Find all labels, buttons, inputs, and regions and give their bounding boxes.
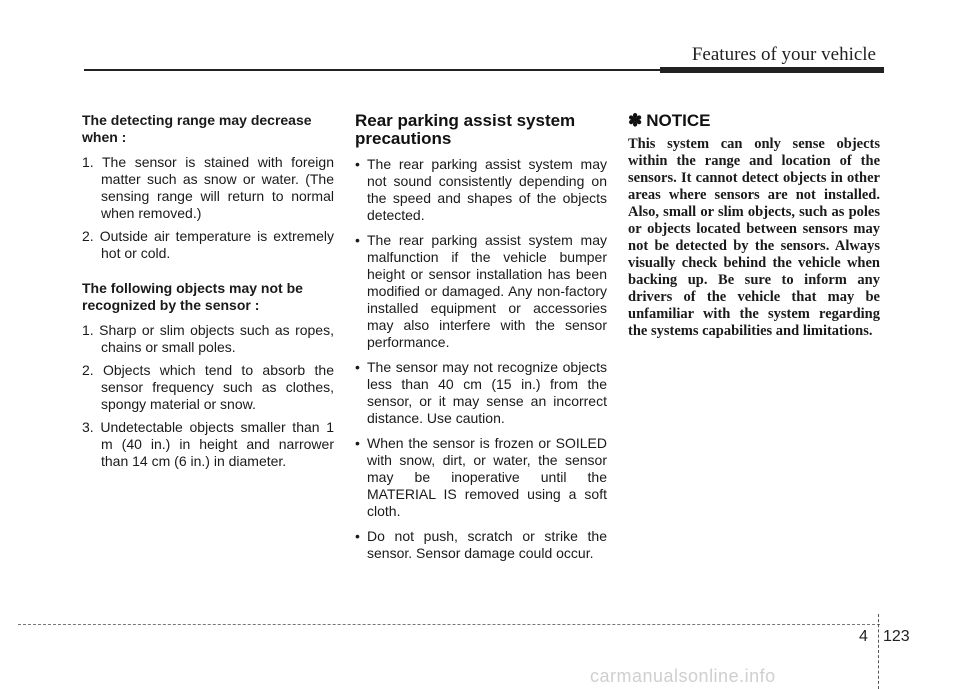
unrecognized-objects-item-3: 3. Undetectable objects smaller than 1 m (40 in.) in height and narrower than 14 cm (6 in.) in diameter. <box>82 419 334 469</box>
precaution-text: The sensor may not recognize objects less than 40 cm (15 in.) from the sensor, or it may sense an incorrect distance. Use caution. <box>367 359 607 426</box>
precaution-bullet-1 <box>355 156 607 224</box>
header-rule-accent <box>660 67 884 73</box>
precaution-text: The rear parking assist system may malfunction if the vehicle bumper height or sensor installation has been modified or damaged. Any non-factory installed equipment or accessories may also interfere with the sensor performance. <box>367 232 607 350</box>
precaution-bullet-5 <box>355 528 607 562</box>
unrecognized-objects-item-1: 1. Sharp or slim objects such as ropes, chains or small poles. <box>82 322 334 355</box>
detecting-range-item-2: 2. Outside air temperature is extremely hot or cold. <box>82 228 334 261</box>
chapter-number: 4 <box>859 628 868 645</box>
column-notice <box>628 112 880 340</box>
precaution-bullet-3 <box>355 359 607 427</box>
notice-star-icon: ✽ <box>628 111 643 130</box>
precaution-bullet-4 <box>355 435 607 520</box>
precautions-title: Rear parking assist system precautions <box>355 111 576 148</box>
bullet-icon: • <box>355 232 360 248</box>
detecting-range-heading: The detecting range may decrease when : <box>82 112 312 145</box>
precaution-text: The rear parking assist system may not sound consistently depending on the speed and shapes of the objects detected. <box>367 156 607 223</box>
bullet-icon: • <box>355 359 360 375</box>
watermark: carmanualsonline.info <box>590 666 776 686</box>
column-detecting-range <box>82 112 334 476</box>
bullet-icon: • <box>355 528 360 544</box>
precaution-text: Do not push, scratch or strike the sensor. Sensor damage could occur. <box>367 528 607 561</box>
unrecognized-objects-item-2: 2. Objects which tend to absorb the sensor frequency such as clothes, spongy material or snow. <box>82 362 334 412</box>
footer-rule <box>18 624 880 625</box>
notice-title <box>628 112 880 130</box>
unrecognized-objects-heading: The following objects may not be recognized by the sensor : <box>82 280 303 313</box>
notice-text: This system can only sense objects within the range and location of the sensors. It cannot detect objects in other areas where sensors are not installed. Also, small or slim objects, such as poles or objects located between sensors may not be detected by the sensors. Always visually check behind the vehicle when backing up. Be sure to inform any drivers of the vehicle that may be unfamiliar with the system regarding the systems capabilities and limitations. <box>628 136 880 339</box>
page-number: 123 <box>883 628 910 645</box>
header-title: Features of your vehicle <box>691 44 876 65</box>
precaution-bullet-2 <box>355 232 607 351</box>
detecting-range-item-1: 1. The sensor is stained with foreign matter such as snow or water. (The sensing range will return to normal when removed.) <box>82 154 334 221</box>
bullet-icon: • <box>355 435 360 451</box>
bullet-icon: • <box>355 156 360 172</box>
column-precautions <box>355 112 607 570</box>
notice-label: NOTICE <box>646 111 711 130</box>
footer-divider <box>878 614 879 689</box>
precaution-text: When the sensor is frozen or SOILED with snow, dirt, or water, the sensor may be inoperative until the MATERIAL IS removed using a soft cloth. <box>367 435 607 519</box>
